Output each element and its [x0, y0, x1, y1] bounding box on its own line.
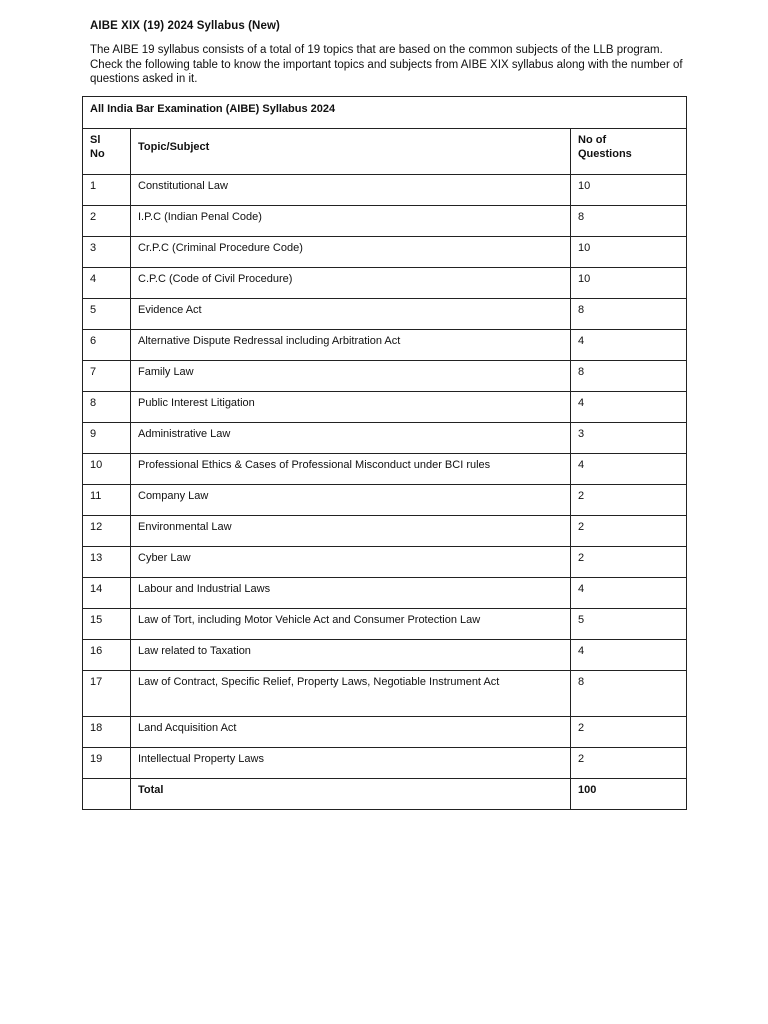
row-sl-cell [83, 748, 131, 779]
row-sl-cell [83, 516, 131, 547]
table-row [83, 206, 687, 237]
table-row [83, 609, 687, 640]
row-questions-cell [571, 268, 687, 299]
table-row [83, 237, 687, 268]
row-questions-cell [571, 485, 687, 516]
table-row [83, 268, 687, 299]
header-questions-cell [571, 129, 687, 175]
table-row [83, 578, 687, 609]
row-sl-cell [83, 423, 131, 454]
table-row [83, 454, 687, 485]
row-topic: Cyber Law [138, 552, 191, 564]
row-sl-cell [83, 547, 131, 578]
row-sl-cell [83, 640, 131, 671]
table-caption: All India Bar Examination (AIBE) Syllabus 2024 [90, 103, 336, 115]
row-sl-cell [83, 330, 131, 361]
row-questions: 3 [578, 428, 585, 440]
row-topic: Professional Ethics & Cases of Professional Misconduct under BCI rules [138, 459, 491, 471]
total-questions-cell [571, 779, 687, 810]
row-questions: 2 [578, 753, 585, 765]
table-row [83, 299, 687, 330]
row-topic: Cr.P.C (Criminal Procedure Code) [138, 242, 303, 254]
table-row [83, 423, 687, 454]
row-questions-cell [571, 175, 687, 206]
row-sl: 16 [90, 645, 103, 657]
row-questions-cell [571, 547, 687, 578]
row-sl-cell [83, 361, 131, 392]
total-sl [83, 779, 130, 787]
header-questions-line1: No of [578, 134, 607, 146]
row-questions-cell [571, 392, 687, 423]
header-sl [83, 129, 130, 165]
header-sl-cell [83, 129, 131, 175]
row-topic-cell [131, 516, 571, 547]
total-label: Total [138, 784, 164, 796]
row-sl-cell [83, 717, 131, 748]
row-questions-cell [571, 330, 687, 361]
row-topic: Law of Contract, Specific Relief, Property Laws, Negotiable Instrument Act [138, 676, 500, 688]
row-sl: 8 [90, 397, 97, 409]
total-label-cell [131, 779, 571, 810]
row-topic: Constitutional Law [138, 180, 228, 192]
table-row [83, 330, 687, 361]
table-header-row [83, 129, 687, 175]
row-sl: 9 [90, 428, 97, 440]
table-row [83, 485, 687, 516]
row-questions-cell [571, 748, 687, 779]
row-topic-cell [131, 609, 571, 640]
row-sl: 15 [90, 614, 103, 626]
row-sl: 6 [90, 335, 97, 347]
table-row [83, 516, 687, 547]
row-topic-cell [131, 671, 571, 717]
row-topic-cell [131, 547, 571, 578]
row-questions: 4 [578, 645, 585, 657]
table-row [83, 547, 687, 578]
row-topic-cell [131, 717, 571, 748]
header-topic: Topic/Subject [138, 141, 210, 153]
total-questions: 100 [578, 784, 597, 796]
row-topic: Administrative Law [138, 428, 231, 440]
row-questions: 10 [578, 273, 591, 285]
total-sl-cell [83, 779, 131, 810]
row-topic-cell [131, 392, 571, 423]
row-questions-cell [571, 237, 687, 268]
header-sl-line1: Sl [90, 134, 101, 146]
row-questions-cell [571, 361, 687, 392]
row-sl: 5 [90, 304, 97, 316]
row-questions: 5 [578, 614, 585, 626]
row-sl: 4 [90, 273, 97, 285]
row-questions: 4 [578, 459, 585, 471]
table-row [83, 671, 687, 717]
row-questions: 8 [578, 211, 585, 223]
row-topic: Company Law [138, 490, 209, 502]
row-sl: 3 [90, 242, 97, 254]
row-questions-cell [571, 299, 687, 330]
row-questions-cell [571, 578, 687, 609]
row-topic: Environmental Law [138, 521, 232, 533]
row-sl: 12 [90, 521, 103, 533]
row-questions: 8 [578, 676, 585, 688]
row-sl: 10 [90, 459, 103, 471]
row-questions-cell [571, 609, 687, 640]
row-topic-cell [131, 485, 571, 516]
table-row [83, 361, 687, 392]
row-topic-cell [131, 423, 571, 454]
row-topic: Public Interest Litigation [138, 397, 255, 409]
row-questions: 2 [578, 490, 585, 502]
table-total-row [83, 779, 687, 810]
header-questions [571, 129, 686, 165]
row-topic-cell [131, 206, 571, 237]
row-topic-cell [131, 361, 571, 392]
row-sl-cell [83, 206, 131, 237]
row-topic-cell [131, 299, 571, 330]
row-topic-cell [131, 237, 571, 268]
row-questions-cell [571, 206, 687, 237]
row-sl-cell [83, 392, 131, 423]
row-topic: I.P.C (Indian Penal Code) [138, 211, 262, 223]
syllabus-table-body [83, 97, 687, 810]
row-topic: Law related to Taxation [138, 645, 251, 657]
row-sl-cell [83, 268, 131, 299]
row-questions-cell [571, 423, 687, 454]
row-sl: 13 [90, 552, 103, 564]
row-questions: 2 [578, 552, 585, 564]
row-sl-cell [83, 609, 131, 640]
intro-paragraph: The AIBE 19 syllabus consists of a total of 19 topics that are based on the common subjects of the LLB program. Check the following table to know the important topics and subjects from AIBE XIX syllabus along with the number of questions asked in it. [90, 44, 683, 85]
row-sl-cell [83, 578, 131, 609]
row-questions: 4 [578, 335, 585, 347]
row-topic-cell [131, 454, 571, 485]
header-questions-line2: Questions [578, 148, 632, 160]
table-row [83, 748, 687, 779]
row-questions: 10 [578, 242, 591, 254]
row-sl-cell [83, 671, 131, 717]
row-sl: 17 [90, 676, 103, 688]
row-sl-cell [83, 175, 131, 206]
header-sl-line2: No [90, 148, 105, 160]
row-sl: 7 [90, 366, 97, 378]
row-sl: 18 [90, 722, 103, 734]
row-topic: Alternative Dispute Redressal including Arbitration Act [138, 335, 401, 347]
row-questions: 8 [578, 366, 585, 378]
table-row [83, 392, 687, 423]
table-row [83, 175, 687, 206]
row-topic: Family Law [138, 366, 194, 378]
row-sl: 1 [90, 180, 97, 192]
row-sl-cell [83, 454, 131, 485]
row-questions-cell [571, 516, 687, 547]
table-row [83, 640, 687, 671]
row-topic-cell [131, 640, 571, 671]
row-topic: Land Acquisition Act [138, 722, 237, 734]
row-sl-cell [83, 299, 131, 330]
row-topic: Law of Tort, including Motor Vehicle Act and Consumer Protection Law [138, 614, 481, 626]
row-sl: 14 [90, 583, 103, 595]
row-topic: Evidence Act [138, 304, 202, 316]
row-questions-cell [571, 717, 687, 748]
row-topic-cell [131, 268, 571, 299]
table-caption-cell [83, 97, 687, 129]
row-questions-cell [571, 454, 687, 485]
table-row [83, 717, 687, 748]
row-topic-cell [131, 578, 571, 609]
syllabus-table [82, 96, 687, 810]
row-sl: 11 [90, 490, 102, 502]
row-questions: 8 [578, 304, 585, 316]
row-questions: 4 [578, 583, 585, 595]
row-topic: Labour and Industrial Laws [138, 583, 271, 595]
row-topic-cell [131, 748, 571, 779]
row-questions: 4 [578, 397, 585, 409]
row-topic: C.P.C (Code of Civil Procedure) [138, 273, 293, 285]
row-sl-cell [83, 237, 131, 268]
row-topic-cell [131, 175, 571, 206]
table-caption-row [83, 97, 687, 129]
row-questions: 2 [578, 521, 585, 533]
row-sl-cell [83, 485, 131, 516]
row-sl: 19 [90, 753, 103, 765]
row-questions-cell [571, 671, 687, 717]
row-topic-cell [131, 330, 571, 361]
row-questions: 10 [578, 180, 591, 192]
header-topic-cell [131, 129, 571, 175]
row-questions: 2 [578, 722, 585, 734]
document-title: AIBE XIX (19) 2024 Syllabus (New) [90, 20, 280, 32]
row-sl: 2 [90, 211, 97, 223]
row-questions-cell [571, 640, 687, 671]
row-topic: Intellectual Property Laws [138, 753, 264, 765]
